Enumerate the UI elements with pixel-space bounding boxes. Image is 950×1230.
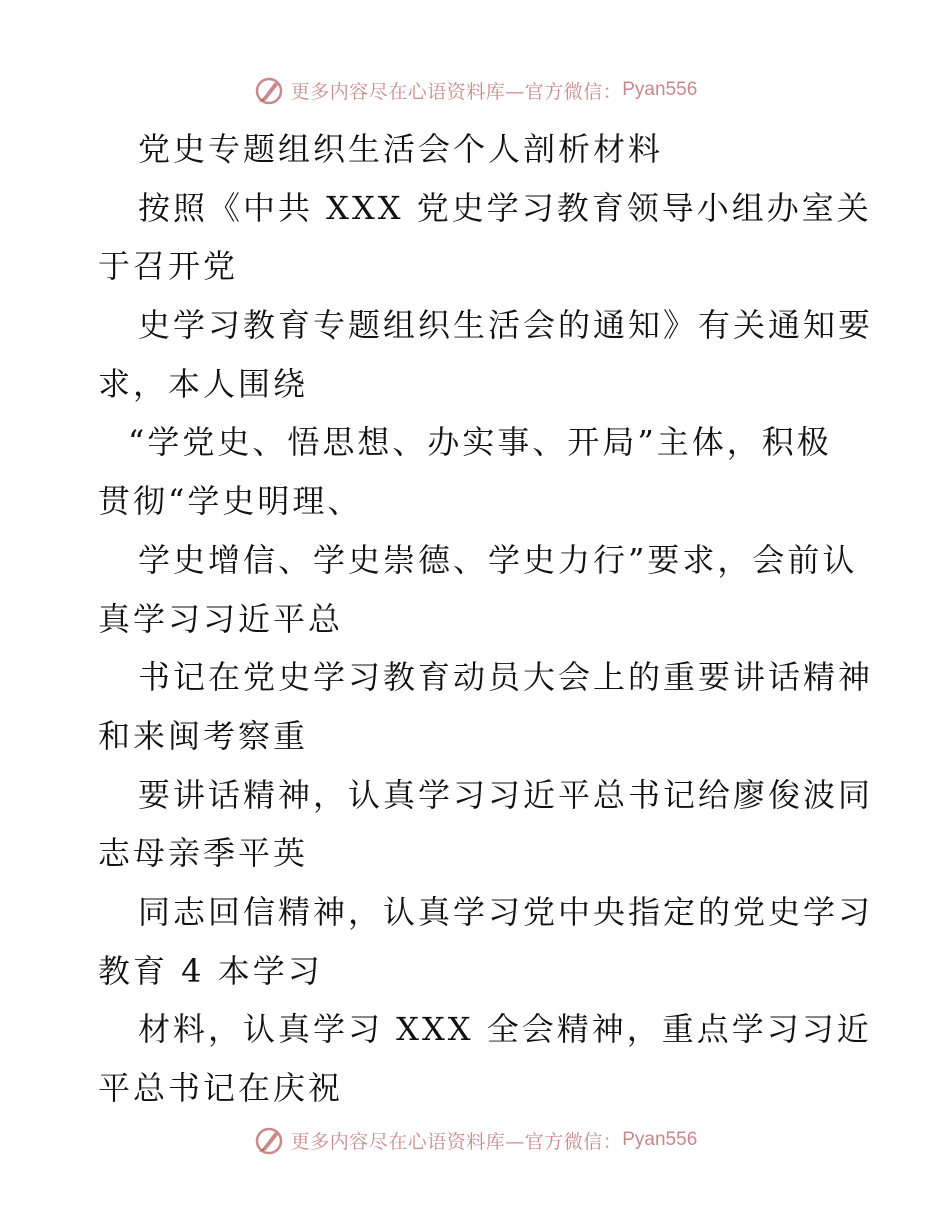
paragraph-line: 同志回信精神，认真学习党中央指定的党史学习 <box>138 892 874 931</box>
header-banner <box>0 70 950 110</box>
pen-logo-icon <box>253 74 285 106</box>
paragraph-line: 要讲话精神，认真学习习近平总书记给廖俊波同 <box>138 775 874 814</box>
wechat-id: Pyan556 <box>622 79 698 100</box>
paragraph-line: “学党史、悟思想、办实事、开局”主体，积极 <box>128 423 832 462</box>
paragraph-line: 平总书记在庆祝 <box>98 1069 344 1107</box>
paragraph-line: 真学习习近平总 <box>98 599 344 638</box>
paragraph-line: 材料，认真学习 XXX 全会精神，重点学习习近 <box>138 1010 872 1049</box>
paragraph-line: 求，本人围绕 <box>98 364 309 403</box>
paragraph-line: 学史增信、学史崇德、学史力行”要求，会前认 <box>138 540 858 579</box>
wechat-id: Pyan556 <box>622 1129 698 1150</box>
paragraph-line: 志母亲季平英 <box>98 834 309 873</box>
pen-logo-icon <box>253 1124 285 1156</box>
paragraph-line: 史学习教育专题组织生活会的通知》有关通知要 <box>138 306 874 345</box>
paragraph-line: 和来闽考察重 <box>98 716 309 755</box>
document-title: 党史专题组织生活会个人剖析材料 <box>138 130 664 168</box>
paragraph-line: 按照《中共 XXX 党史学习教育领导小组办室关 <box>138 188 872 227</box>
paragraph-line: 书记在党史学习教育动员大会上的重要讲话精神 <box>138 658 874 697</box>
paragraph-line: 于召开党 <box>98 247 239 286</box>
document-body <box>98 120 874 1118</box>
paragraph-line: 贯彻“学史明理、 <box>98 482 363 521</box>
banner-text: 更多内容尽在心语资料库—官方微信： <box>290 80 623 103</box>
footer-banner <box>0 1120 950 1160</box>
paragraph-line: 教育 4 本学习 <box>98 951 323 990</box>
banner-text: 更多内容尽在心语资料库—官方微信： <box>290 1130 623 1153</box>
